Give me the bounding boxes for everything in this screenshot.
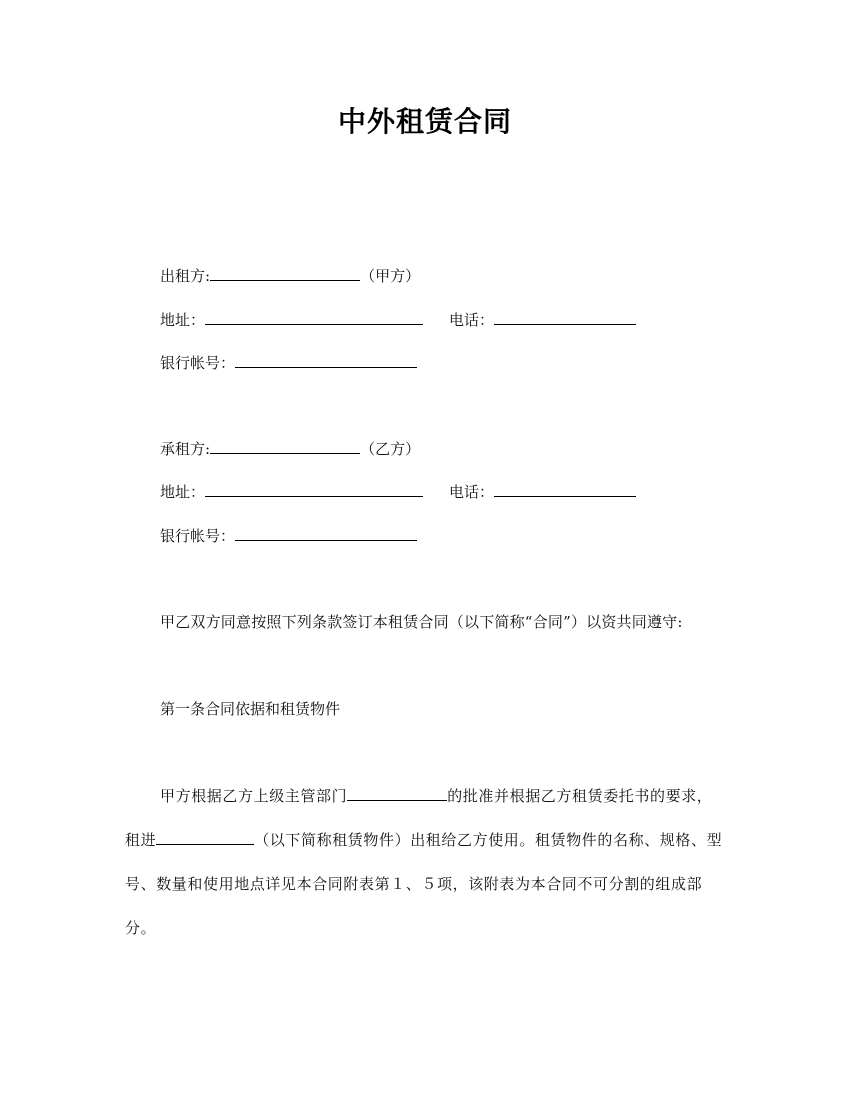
lessee-role: （乙方） [360, 440, 421, 458]
lessor-label: 出租方: [160, 267, 211, 285]
lessee-address-blank[interactable] [205, 482, 423, 497]
lessor-address-blank[interactable] [205, 310, 423, 325]
article-1-text-part2: 的批准并根据乙方租赁委托书的要求，租进 [125, 787, 713, 849]
lessee-bank-blank[interactable] [235, 526, 417, 541]
approval-department-blank[interactable] [347, 786, 447, 801]
article-1-body [125, 774, 725, 950]
lessee-address-line [160, 482, 636, 502]
lessee-bank-line [160, 526, 417, 546]
lessor-phone-blank[interactable] [494, 310, 636, 325]
lessee-label: 承租方: [160, 440, 211, 458]
lessee-phone-blank[interactable] [494, 482, 636, 497]
lessee-name-blank[interactable] [210, 439, 360, 454]
lessor-address-line [160, 310, 636, 330]
lessor-name-blank[interactable] [210, 266, 360, 281]
lessor-address-label: 地址： [160, 311, 206, 329]
lessor-phone-label: 电话： [449, 311, 495, 329]
article-1-text-part3: （以下简称租赁物件）出租给乙方使用。租赁物件的名称、规格、型号、数量和使用地点详见本合同附表第１、５项，该附表为本合同不可分割的组成部分。 [125, 831, 723, 937]
article-1-heading: 第一条合同依据和租赁物件 [160, 700, 341, 718]
lessor-line [160, 266, 420, 286]
lessor-bank-blank[interactable] [235, 353, 417, 368]
lessor-bank-label: 银行帐号： [160, 354, 236, 372]
lessee-line [160, 439, 420, 459]
lessor-role: （甲方） [360, 267, 421, 285]
document-title: 中外租赁合同 [337, 105, 512, 138]
lessee-phone-label: 电话： [449, 483, 495, 501]
leased-item-blank[interactable] [156, 830, 254, 845]
lessor-bank-line [160, 353, 417, 373]
article-1-text-part1: 甲方根据乙方上级主管部门 [160, 787, 348, 805]
lessee-address-label: 地址： [160, 483, 206, 501]
agreement-intro: 甲乙双方同意按照下列条款签订本租赁合同（以下简称“合同”）以资共同遵守: [160, 613, 683, 631]
lessee-bank-label: 银行帐号： [160, 527, 236, 545]
